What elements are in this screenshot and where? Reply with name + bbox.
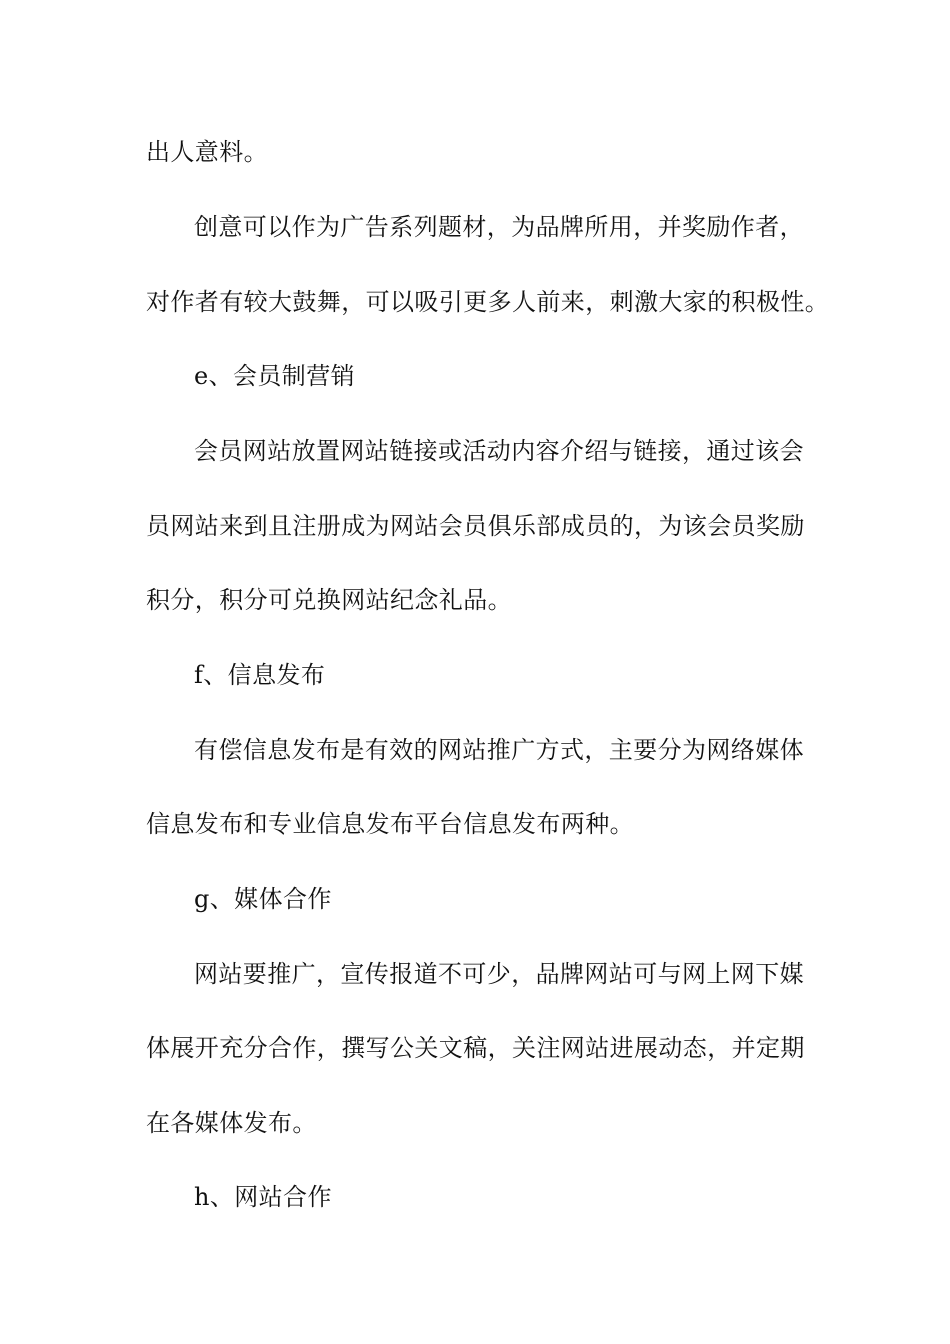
- body-text-line: 积分，积分可兑换网站纪念礼品。: [146, 586, 512, 614]
- body-text-line: 出人意料。: [146, 138, 268, 166]
- paragraph-first-line: 有偿信息发布是有效的网站推广方式，主要分为网络媒体: [194, 736, 804, 764]
- body-text-line: 信息发布和专业信息发布平台信息发布两种。: [146, 810, 634, 838]
- section-heading-h: h、网站合作: [194, 1183, 332, 1211]
- body-text-line: 体展开充分合作，撰写公关文稿，关注网站进展动态，并定期: [146, 1034, 805, 1062]
- section-heading-e: e、会员制营销: [194, 362, 356, 390]
- paragraph-first-line: 创意可以作为广告系列题材，为品牌所用，并奖励作者，: [194, 213, 804, 241]
- body-text-line: 员网站来到且注册成为网站会员俱乐部成员的，为该会员奖励: [146, 512, 805, 540]
- section-heading-f: f、信息发布: [194, 661, 326, 689]
- body-text-line: 对作者有较大鼓舞，可以吸引更多人前来，刺激大家的积极性。: [146, 288, 830, 316]
- paragraph-first-line: 网站要推广，宣传报道不可少，品牌网站可与网上网下媒: [194, 960, 804, 988]
- section-heading-g: g、媒体合作: [194, 885, 332, 913]
- body-text-line: 在各媒体发布。: [146, 1109, 317, 1137]
- paragraph-first-line: 会员网站放置网站链接或活动内容介绍与链接，通过该会: [194, 437, 804, 465]
